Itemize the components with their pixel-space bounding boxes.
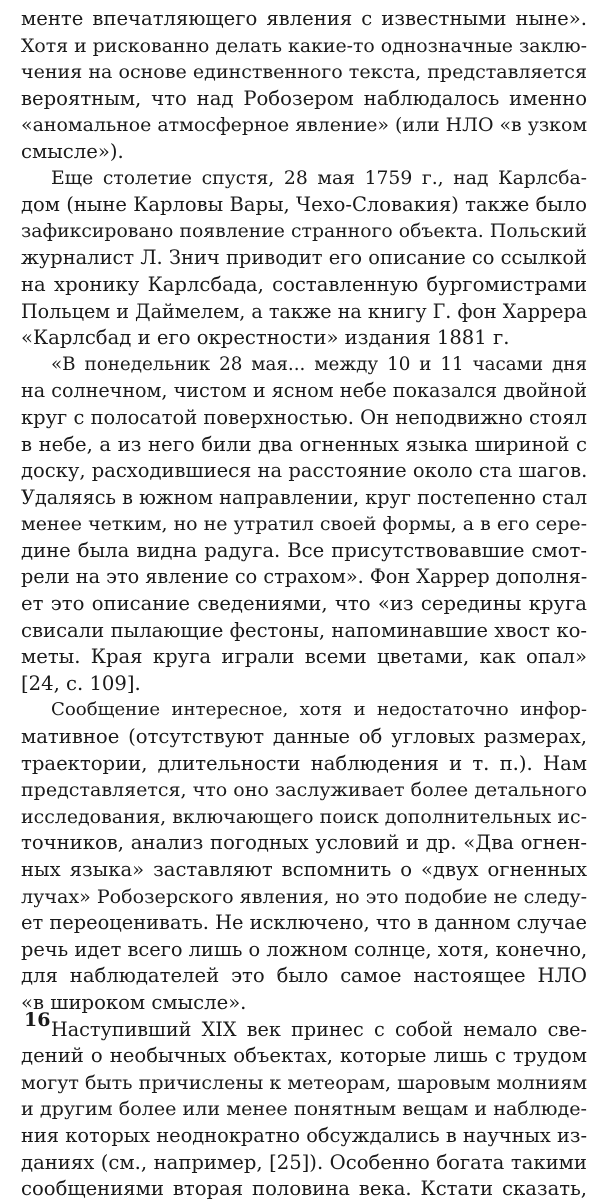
text-line: смысле»). [21, 139, 124, 163]
text-line: дине была видна радуга. Все присутствовавшие смот- [21, 538, 587, 562]
text-line: ных языка» заставляют вспомнить о «двух огненных [21, 858, 587, 881]
text-line: Еще столетие спустя, 28 мая 1759 г., над Карлсба- [51, 167, 587, 189]
text-line: «В понедельник 28 мая... между 10 и 11 часами дня [51, 353, 587, 375]
text-line: Удаляясь в южном направлении, круг постепенно стал [21, 485, 588, 509]
text-line: «в широком смысле». [21, 990, 247, 1014]
text-line: речь идет всего лишь о ложном солнце, хотя, конечно, [21, 937, 588, 961]
text-line: круг с полосатой поверхностью. Он неподвижно стоял [21, 405, 587, 429]
paragraph [21, 6, 587, 166]
text-line: на солнечном, чистом и ясном небе показался двойной [21, 379, 587, 403]
page-number: 16 [24, 1009, 51, 1031]
text-line: доску, расходившиеся на расстояние около ста шагов. [21, 459, 588, 483]
text-line: чения на основе единственного текста, представляется [21, 61, 587, 84]
text-line: траектории, длительности наблюдения и т. п.). Нам [21, 751, 587, 775]
text-line: и другим более или менее понятным вещам и наблюде- [21, 1097, 587, 1121]
text-line: [24, с. 109]. [21, 671, 141, 695]
text-line: «Карлсбад и его окрестности» издания 1881 г. [21, 326, 510, 350]
text-line: сообщениями вторая половина века. Кстати сказать, [21, 1177, 587, 1201]
text-line: для наблюдателей это было самое настоящее НЛО [21, 964, 587, 988]
text-line: ния которых неоднократно обсуждались в научных из- [21, 1123, 587, 1147]
text-line: свисали пылающие фестоны, напоминавшие хвост ко- [21, 618, 587, 642]
text-line: лучах» Робозерского явления, но это подобие не следу- [21, 884, 588, 908]
book-page [21, 6, 588, 1201]
text-line: Наступивший XIX век принес с собой немало све- [51, 1017, 587, 1041]
text-line: меты. Края круга играли всеми цветами, как опал» [21, 645, 587, 669]
text-line: могут быть причислены к метеорам, шаровым молниям [21, 1071, 587, 1094]
paragraph [21, 1017, 587, 1203]
text-line: вероятным, что над Робозером наблюдалось именно [21, 86, 587, 110]
text-line: точников, анализ погодных условий и др. «Два огнен- [21, 831, 587, 855]
text-line: зафиксировано появление странного объекта. Польский [21, 220, 587, 242]
text-line: рели на это явление со страхом». Фон Харрер дополня- [21, 565, 588, 589]
text-line: Хотя и рискованно делать какие-то однозначные заклю- [21, 34, 588, 57]
text-line: дений о необычных объектах, которые лишь с трудом [21, 1044, 587, 1068]
body-text [21, 6, 587, 1203]
text-line: представляется, что оно заслуживает более детального [21, 779, 587, 802]
text-line: исследования, включающего поиск дополнительных ис- [21, 805, 587, 828]
text-line: ет переоценивать. Не исключено, что в данном случае [21, 911, 587, 935]
text-line: мативное (отсутствуют данные об угловых размерах, [21, 725, 587, 749]
paragraph [21, 352, 587, 698]
text-line: Сообщение интересное, хотя и недостаточно инфор- [51, 699, 587, 721]
text-line: ет это описание сведениями, что «из середины круга [21, 592, 587, 616]
text-line: «аномальное атмосферное явление» (или НЛО «в узком [21, 114, 588, 137]
text-line: менте впечатляющего явления с известными ныне». [21, 7, 587, 30]
text-line: в небе, а из него били два огненных языка шириной с [21, 432, 587, 456]
text-line: даниях (см., например, [25]). Особенно богата такими [21, 1150, 587, 1174]
text-line: журналист Л. Знич приводит его описание со ссылкой [21, 246, 587, 270]
text-line: дом (ныне Карловы Вары, Чехо-Словакия) также было [21, 193, 587, 217]
text-line: на хронику Карлсбада, составленную бургомистрами [21, 272, 587, 296]
paragraph [21, 166, 587, 352]
text-line: Польцем и Даймелем, а также на книгу Г. фон Харрера [21, 299, 588, 323]
text-line: менее четким, но не утратил своей формы, а в его сере- [21, 513, 587, 536]
paragraph [21, 697, 587, 1016]
